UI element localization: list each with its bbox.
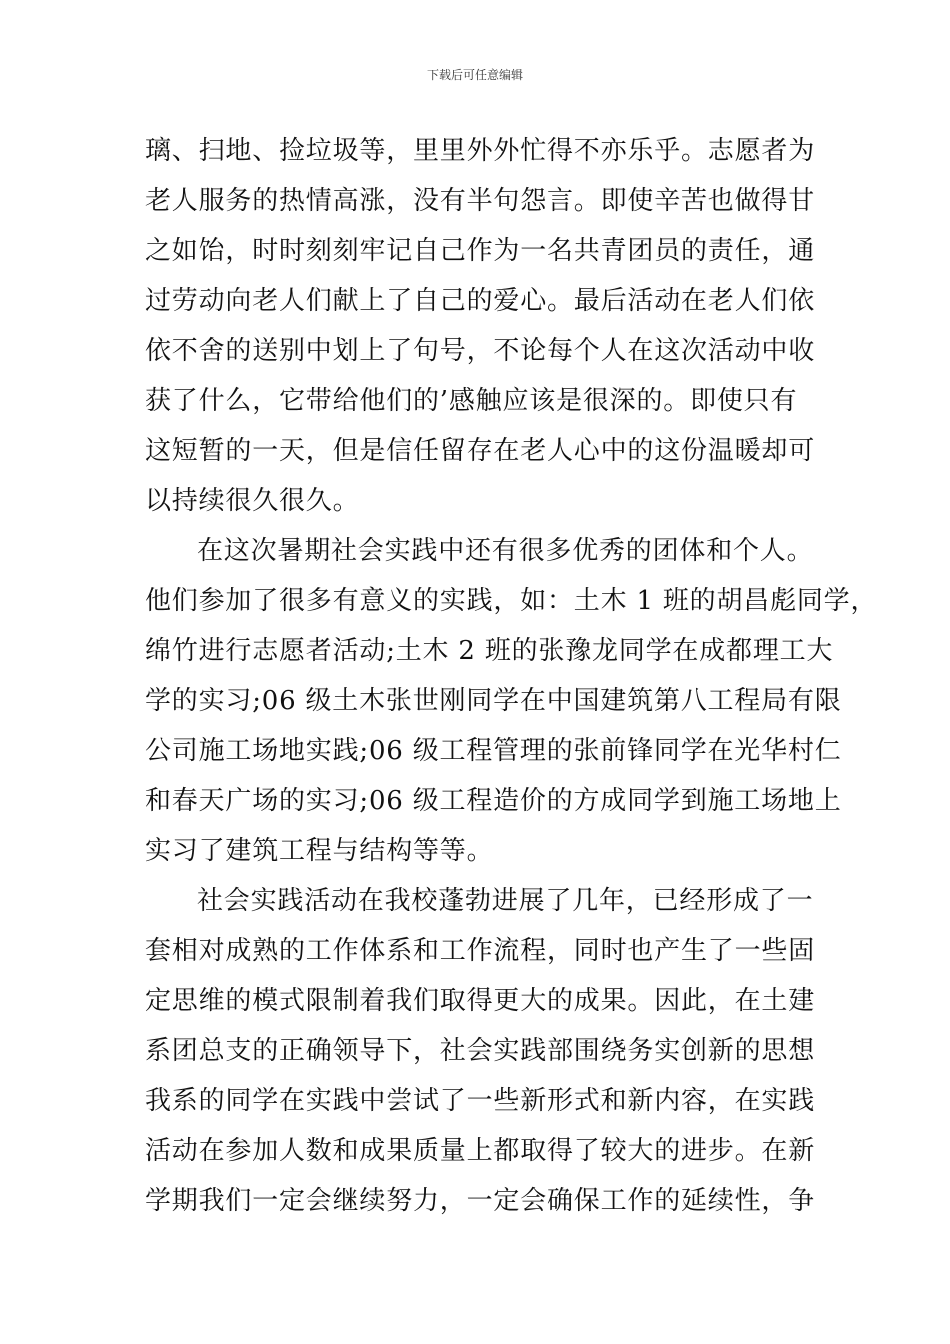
- paragraph-3: [145, 876, 816, 1226]
- text-line: 依不舍的送别中划上了句号，不论每个人在这次活动中收: [145, 336, 816, 366]
- text-line: 套相对成熟的工作体系和工作流程，同时也产生了一些固: [145, 936, 816, 966]
- text-line: 璃、扫地、捡垃圾等，里里外外忙得不亦乐乎。志愿者为: [145, 136, 816, 166]
- text-line: 和春天广场的实习;06 级工程造价的方成同学到施工场地上: [145, 786, 842, 816]
- text-line: 系团总支的正确领导下，社会实践部围绕务实创新的思想: [145, 1036, 816, 1066]
- text-line: 老人服务的热情高涨，没有半句怨言。即使辛苦也做得甘: [145, 186, 816, 216]
- text-line: 绵竹进行志愿者活动;土木 2 班的张豫龙同学在成都理工大: [145, 636, 834, 666]
- text-line: 获了什么，它带给他们的’感触应该是很深的。即使只有: [145, 386, 798, 416]
- document-body: [145, 126, 878, 1226]
- text-line: 过劳动向老人们献上了自己的爱心。最后活动在老人们依: [145, 286, 816, 316]
- text-line: 学的实习;06 级土木张世刚同学在中国建筑第八工程局有限: [145, 686, 842, 716]
- page-header: 下载后可任意编辑: [426, 68, 523, 82]
- text-line: 以持续很久很久。: [145, 486, 360, 516]
- text-line: 社会实践活动在我校蓬勃进展了几年，已经形成了一: [197, 886, 814, 916]
- text-line: 在这次暑期社会实践中还有很多优秀的团体和个人。: [197, 536, 814, 566]
- text-line: 学期我们一定会继续努力，一定会确保工作的延续性，争: [145, 1186, 816, 1216]
- text-line: 这短暂的一天，但是信任留存在老人心中的这份温暖却可: [145, 436, 816, 466]
- text-line: 实习了建筑工程与结构等等。: [145, 836, 494, 866]
- paragraph-2: [145, 526, 878, 876]
- text-line: 定思维的模式限制着我们取得更大的成果。因此，在土建: [145, 986, 816, 1016]
- text-line: 活动在参加人数和成果质量上都取得了较大的进步。在新: [145, 1136, 816, 1166]
- paragraph-1: [145, 126, 816, 526]
- text-line: 之如饴，时时刻刻牢记自己作为一名共青团员的责任，通: [145, 236, 816, 266]
- text-line: 他们参加了很多有意义的实践，如：土木 1 班的胡昌彪同学，: [145, 586, 878, 616]
- text-line: 我系的同学在实践中尝试了一些新形式和新内容，在实践: [145, 1086, 816, 1116]
- text-line: 公司施工场地实践;06 级工程管理的张前锋同学在光华村仁: [145, 736, 842, 766]
